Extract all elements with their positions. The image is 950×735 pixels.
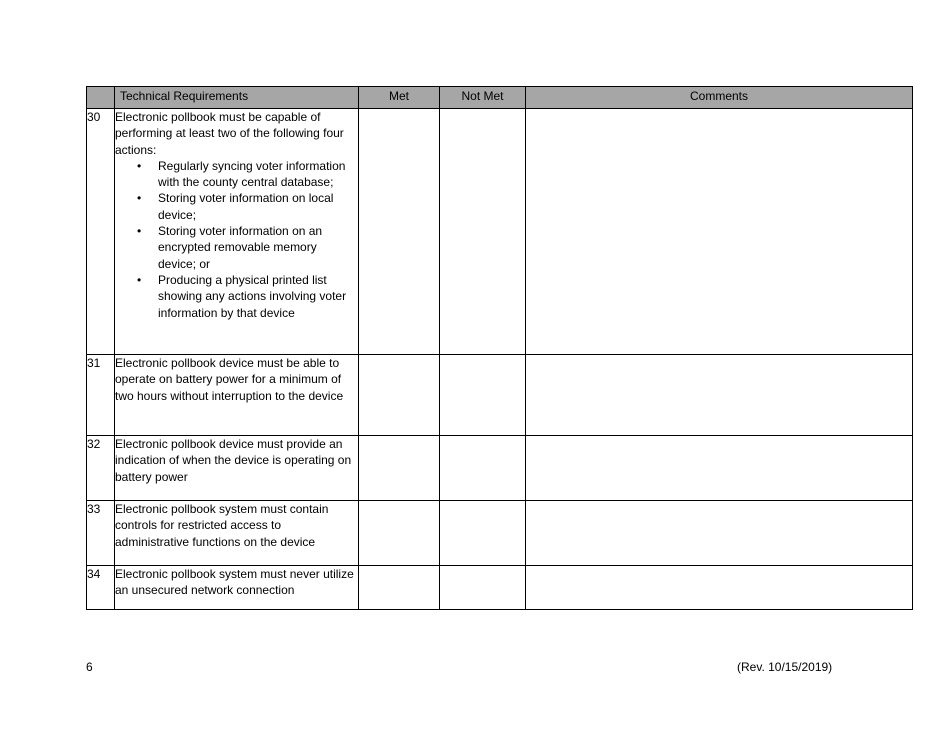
header-technical-requirements: Technical Requirements (115, 87, 359, 109)
met-cell[interactable] (359, 436, 440, 501)
table-row (87, 109, 913, 355)
header-number (87, 87, 115, 109)
revision-date: (Rev. 10/15/2019) (737, 660, 833, 674)
requirement-text: Electronic pollbook system must contain controls for restricted access to administrative functions on the device (115, 501, 359, 566)
requirement-text: Electronic pollbook device must be able to operate on battery power for a minimum of two hours without interruption to the device (115, 355, 359, 436)
bullet-item: • Storing voter information on local device; (158, 190, 358, 223)
bullet-item: • Storing voter information on an encrypted removable memory device; or (158, 223, 358, 272)
header-not-met: Not Met (440, 87, 526, 109)
comments-cell[interactable] (526, 109, 913, 355)
met-cell[interactable] (359, 109, 440, 355)
table-row (87, 436, 913, 501)
header-met: Met (359, 87, 440, 109)
row-number: 33 (87, 501, 115, 566)
row-number: 34 (87, 566, 115, 610)
comments-cell[interactable] (526, 355, 913, 436)
page-number: 6 (86, 660, 93, 674)
requirement-text: Electronic pollbook system must never utilize an unsecured network connection (115, 566, 359, 610)
header-comments: Comments (526, 87, 913, 109)
requirement-bullet-list (115, 158, 358, 321)
not-met-cell[interactable] (440, 109, 526, 355)
comments-cell[interactable] (526, 436, 913, 501)
requirements-table (86, 86, 913, 610)
met-cell[interactable] (359, 355, 440, 436)
requirement-cell (115, 109, 359, 355)
row-number: 30 (87, 109, 115, 355)
not-met-cell[interactable] (440, 501, 526, 566)
row-number: 32 (87, 436, 115, 501)
table-row (87, 355, 913, 436)
not-met-cell[interactable] (440, 355, 526, 436)
not-met-cell[interactable] (440, 566, 526, 610)
requirement-text: Electronic pollbook must be capable of performing at least two of the following four actions: (115, 110, 344, 157)
not-met-cell[interactable] (440, 436, 526, 501)
met-cell[interactable] (359, 501, 440, 566)
requirement-text: Electronic pollbook device must provide an indication of when the device is operating on battery power (115, 436, 359, 501)
met-cell[interactable] (359, 566, 440, 610)
row-number: 31 (87, 355, 115, 436)
bullet-item: • Producing a physical printed list showing any actions involving voter information by that device (158, 272, 358, 321)
comments-cell[interactable] (526, 566, 913, 610)
table-row (87, 566, 913, 610)
bullet-item: • Regularly syncing voter information with the county central database; (158, 158, 358, 191)
comments-cell[interactable] (526, 501, 913, 566)
table-header-row (87, 87, 913, 109)
table-row (87, 501, 913, 566)
